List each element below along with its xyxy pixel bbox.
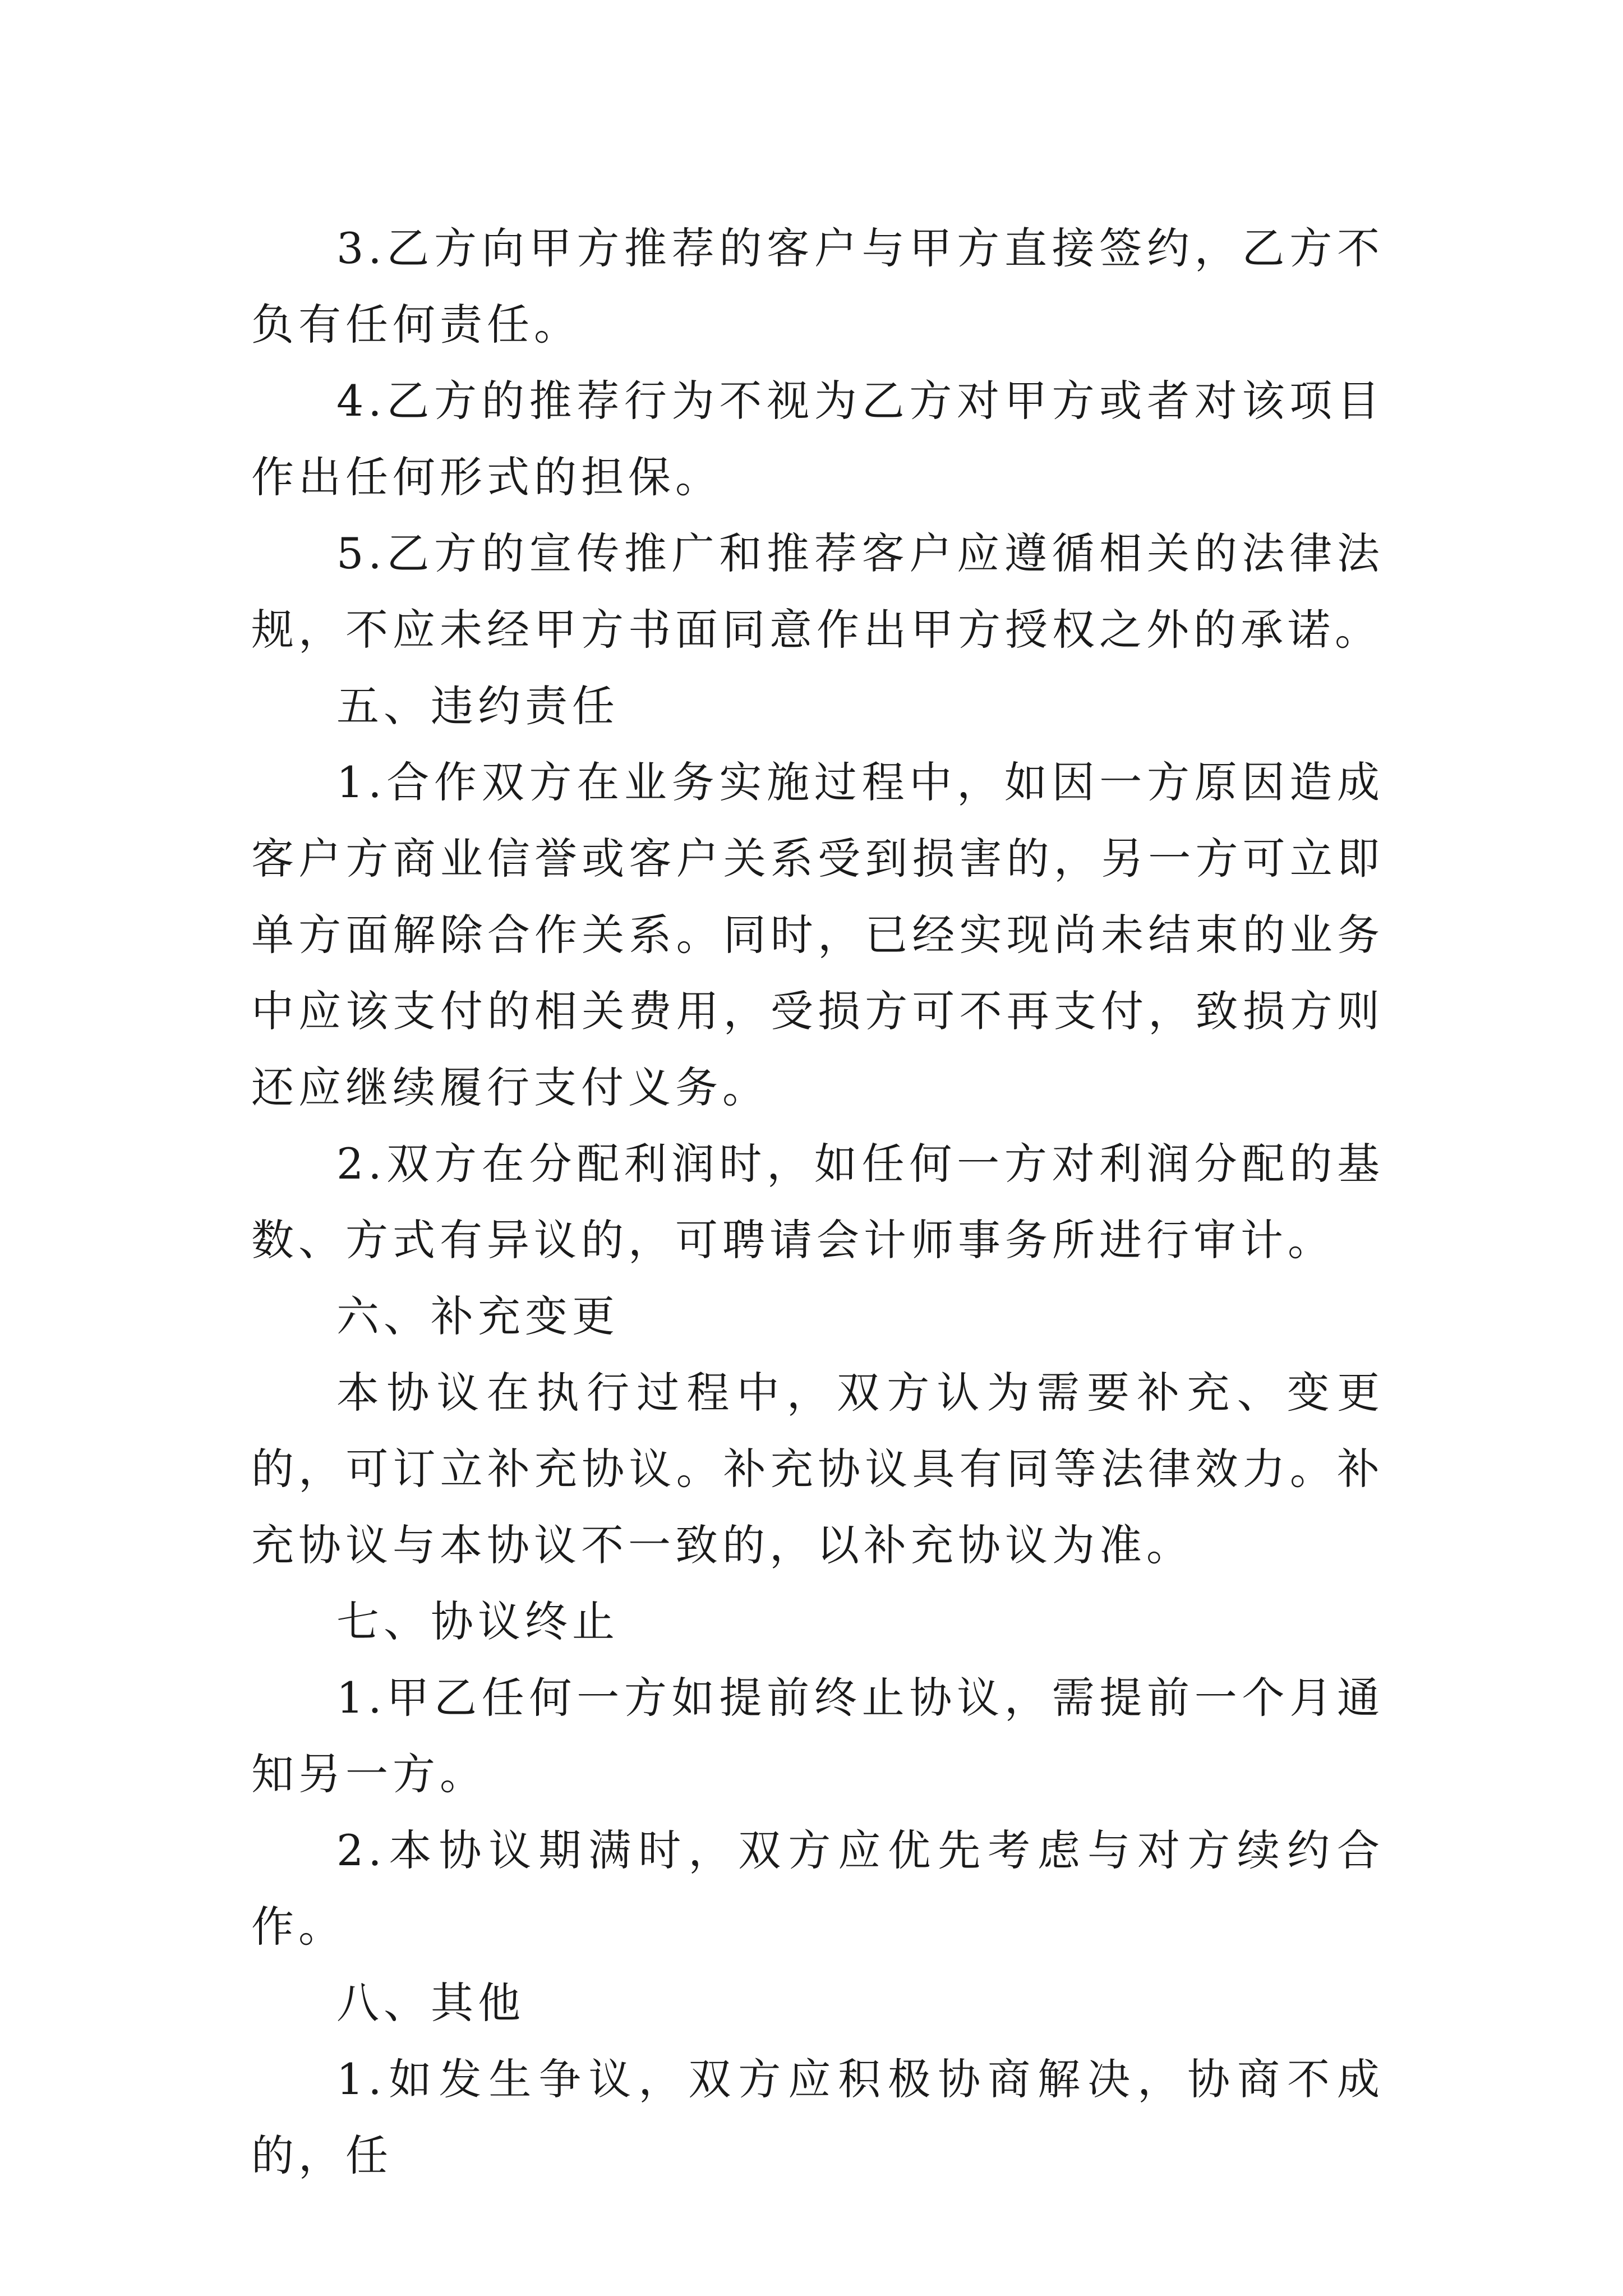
clause-5-2: 2.双方在分配利润时，如任何一方对利润分配的基数、方式有异议的，可聘请会计师事务所进行审计。 — [251, 1139, 1384, 1265]
document-body — [251, 210, 1384, 2194]
clause-5-1: 1.合作双方在业务实施过程中，如因一方原因造成客户方商业信誉或客户关系受到损害的，另一方可立即单方面解除合作关系。同时，已经实现尚未结束的业务中应该支付的相关费用，受损方可不再支付，致损方则还应继续履行支付义务。 — [251, 757, 1384, 1112]
section-heading-termination: 七、协议终止 — [336, 1596, 619, 1646]
clause-4-5: 5.乙方的宣传推广和推荐客户应遵循相关的法律法规，不应未经甲方书面同意作出甲方授权之外的承诺。 — [251, 528, 1384, 655]
section-heading-amendment: 六、补充变更 — [336, 1291, 619, 1341]
clause-7-1: 1.甲乙任何一方如提前终止协议，需提前一个月通知另一方。 — [251, 1673, 1384, 1799]
section-heading-other: 八、其他 — [336, 1978, 525, 2028]
section-heading-breach: 五、违约责任 — [336, 681, 619, 731]
clause-6: 本协议在执行过程中，双方认为需要补充、变更的，可订立补充协议。补充协议具有同等法律效力。补充协议与本协议不一致的，以补充协议为准。 — [251, 1368, 1384, 1570]
clause-4-3: 3.乙方向甲方推荐的客户与甲方直接签约，乙方不负有任何责任。 — [251, 223, 1384, 349]
clause-4-4: 4.乙方的推荐行为不视为乙方对甲方或者对该项目作出任何形式的担保。 — [251, 376, 1384, 502]
clause-7-2: 2.本协议期满时，双方应优先考虑与对方续约合作。 — [251, 1825, 1384, 1952]
clause-8-1: 1.如发生争议，双方应积极协商解决，协商不成的，任 — [251, 2054, 1384, 2180]
